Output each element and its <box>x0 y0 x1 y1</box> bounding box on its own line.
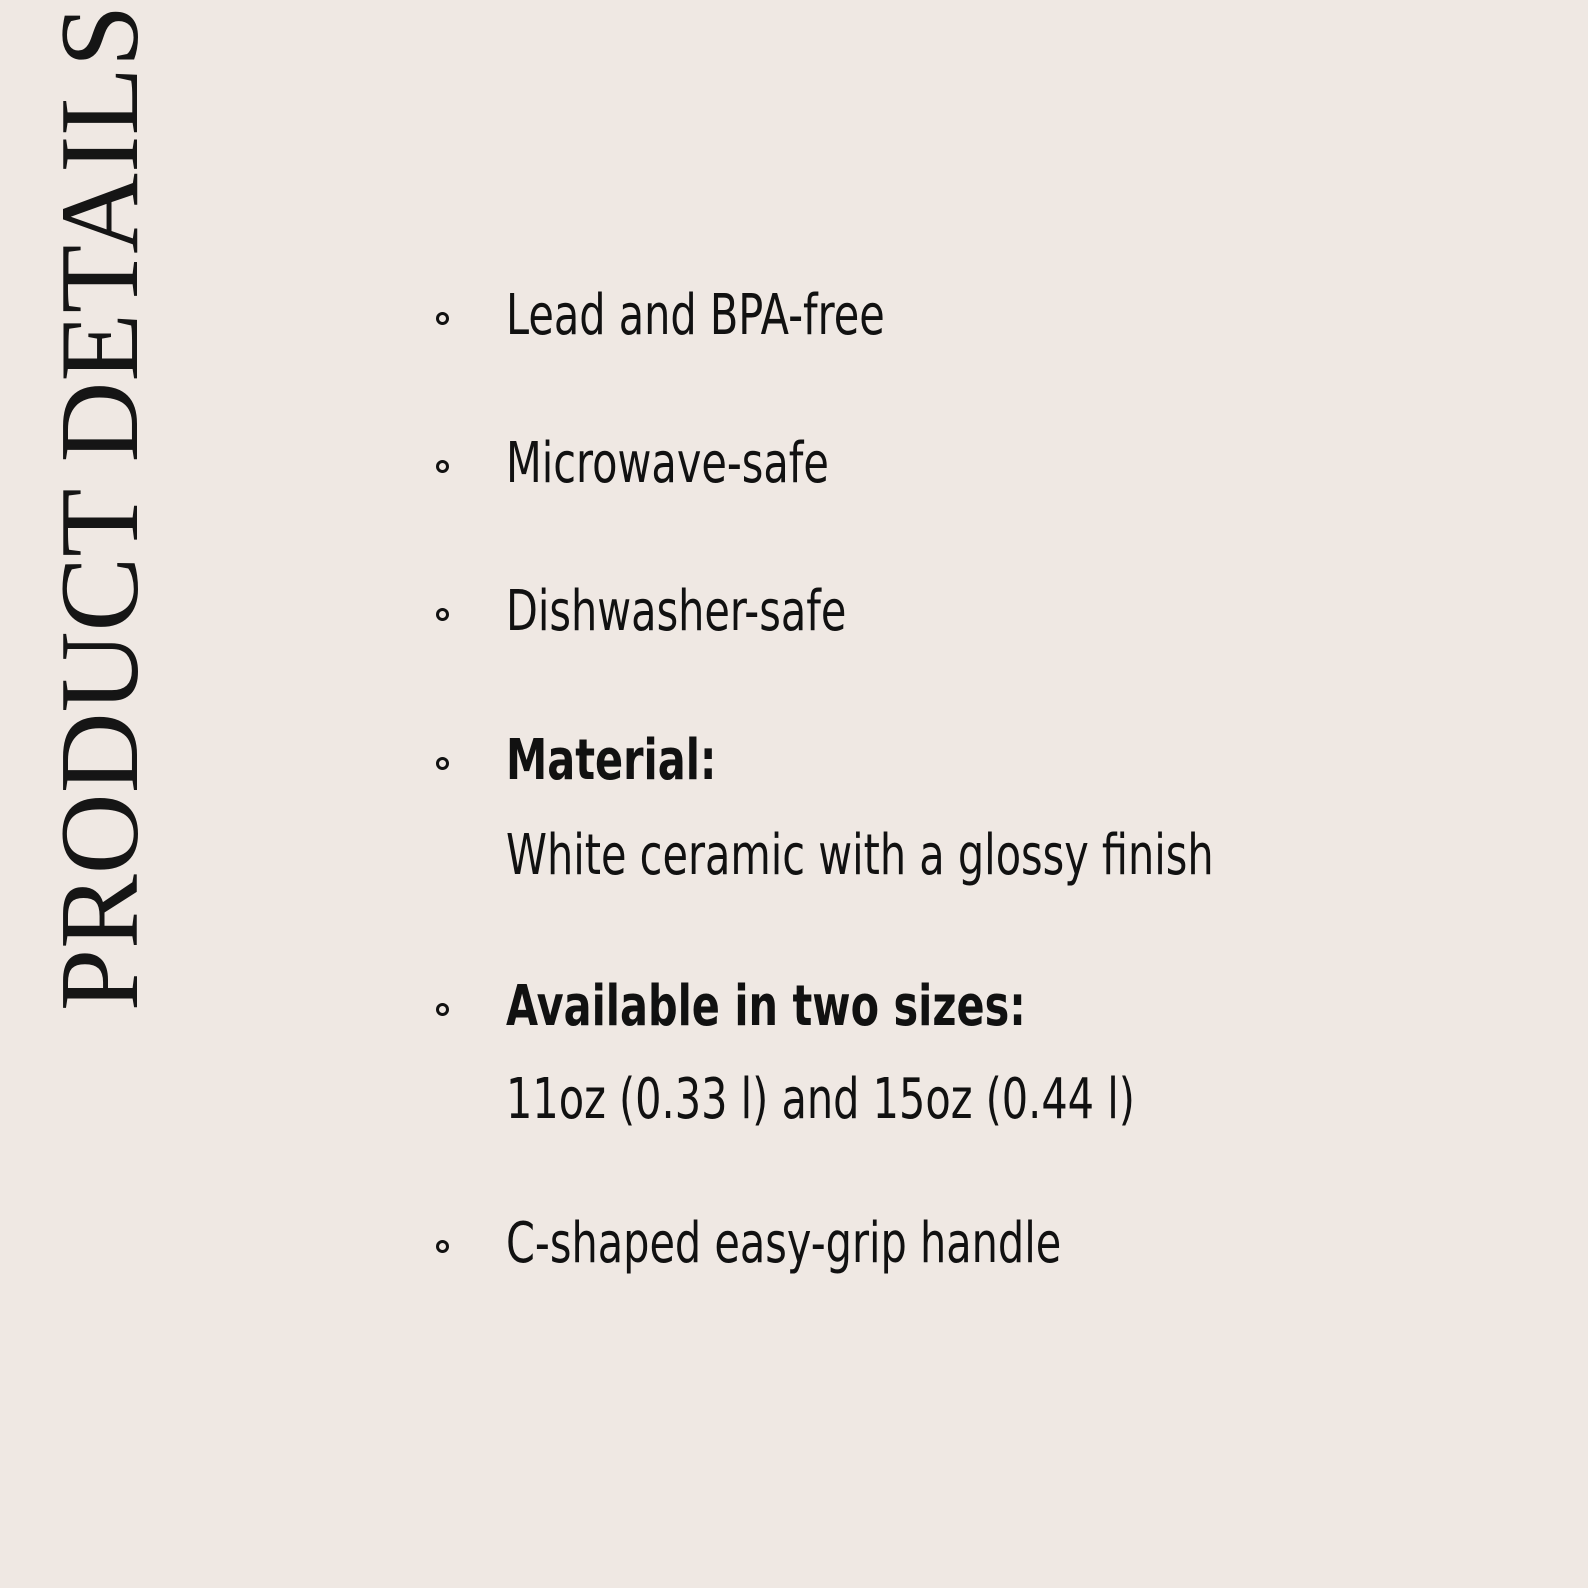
list-item-handle: C-shaped easy-grip handle <box>506 1211 1062 1276</box>
bullet-icon <box>436 608 449 621</box>
list-item-lead-bpa-free: Lead and BPA-free <box>506 283 885 348</box>
bullet-icon <box>436 757 449 770</box>
page-title-text: PRODUCT DETAILS <box>38 4 162 1012</box>
bullet-icon <box>436 312 449 325</box>
list-item-sizes-detail: 11oz (0.33 l) and 15oz (0.44 l) <box>506 1067 1135 1132</box>
list-item-material-detail: White ceramic with a glossy finish <box>506 823 1214 888</box>
list-item-microwave-safe: Microwave-safe <box>506 431 829 496</box>
bullet-icon <box>436 460 449 473</box>
list-item-material-label: Material: <box>506 728 717 793</box>
list-item-sizes-label: Available in two sizes: <box>506 974 1026 1039</box>
bullet-icon <box>436 1240 449 1253</box>
list-item-dishwasher-safe: Dishwasher-safe <box>506 579 847 644</box>
bullet-icon <box>436 1003 449 1016</box>
